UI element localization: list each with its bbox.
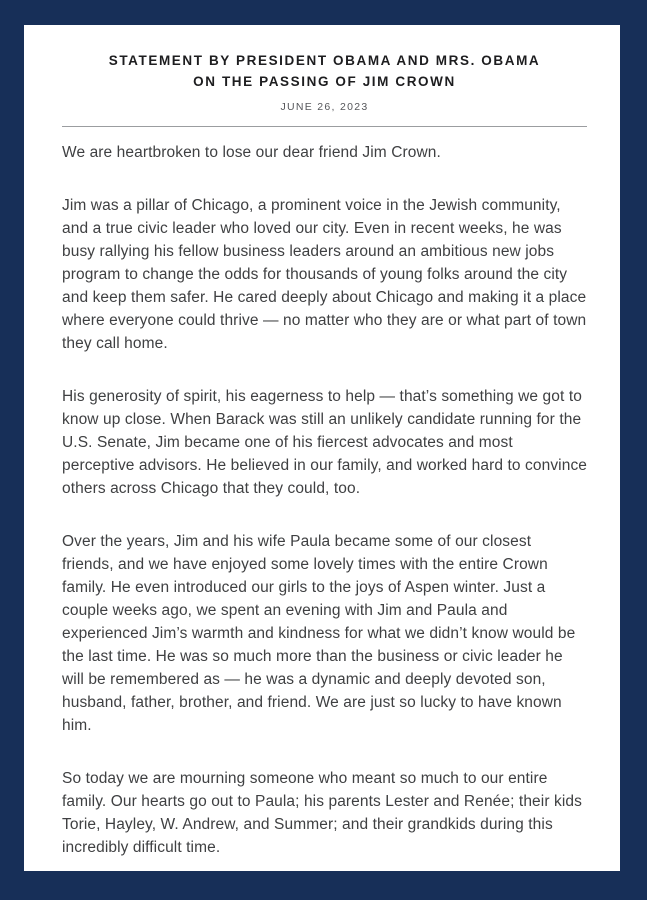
- statement-title-line1: STATEMENT BY PRESIDENT OBAMA AND MRS. OBAMA: [108, 53, 541, 68]
- statement-title: [62, 50, 587, 92]
- paragraph-pillar-of-chicago: Jim was a pillar of Chicago, a prominent voice in the Jewish community, and a true civic leader who loved our city. Even in recent weeks, he was busy rallying his fellow business leaders around an ambitious new jobs program to change the odds for thousands of young folks around the city and keep them safer. He cared deeply about Chicago and making it a place where everyone could thrive — no matter who they are or what part of town they call home.: [62, 197, 587, 352]
- header-divider: [62, 126, 587, 127]
- paragraph-mourning: So today we are mourning someone who meant so much to our entire family. Our hearts go out to Paula; his parents Lester and Renée; their kids Torie, Hayley, W. Andrew, and Summer; and their grandkids during this incredibly difficult time.: [62, 770, 582, 856]
- paragraph-generosity: His generosity of spirit, his eagerness to help — that’s something we got to know up close. When Barack was still an unlikely candidate running for the U.S. Senate, Jim became one of his fiercest advocates and most perceptive advisors. He believed in our family, and worked hard to convince others across Chicago that they could, too.: [62, 388, 588, 497]
- statement-page: [24, 25, 620, 871]
- paragraph-over-the-years: Over the years, Jim and his wife Paula became some of our closest friends, and we have enjoyed some lovely times with the entire Crown family. He even introduced our girls to the joys of Aspen winter. Just a couple weeks ago, we spent an evening with Jim and Paula and experienced Jim’s warmth and kindness for what we didn’t know would be the last time. He was so much more than the business or civic leader he will be remembered as — he was a dynamic and deeply devoted son, husband, father, brother, and friend. We are just so lucky to have known him.: [62, 533, 576, 734]
- statement-title-line2: ON THE PASSING OF JIM CROWN: [193, 74, 456, 89]
- paragraph-intro: We are heartbroken to lose our dear friend Jim Crown.: [62, 144, 441, 161]
- statement-header: [62, 50, 587, 127]
- statement-date: JUNE 26, 2023: [280, 101, 369, 113]
- statement-body: [62, 141, 587, 859]
